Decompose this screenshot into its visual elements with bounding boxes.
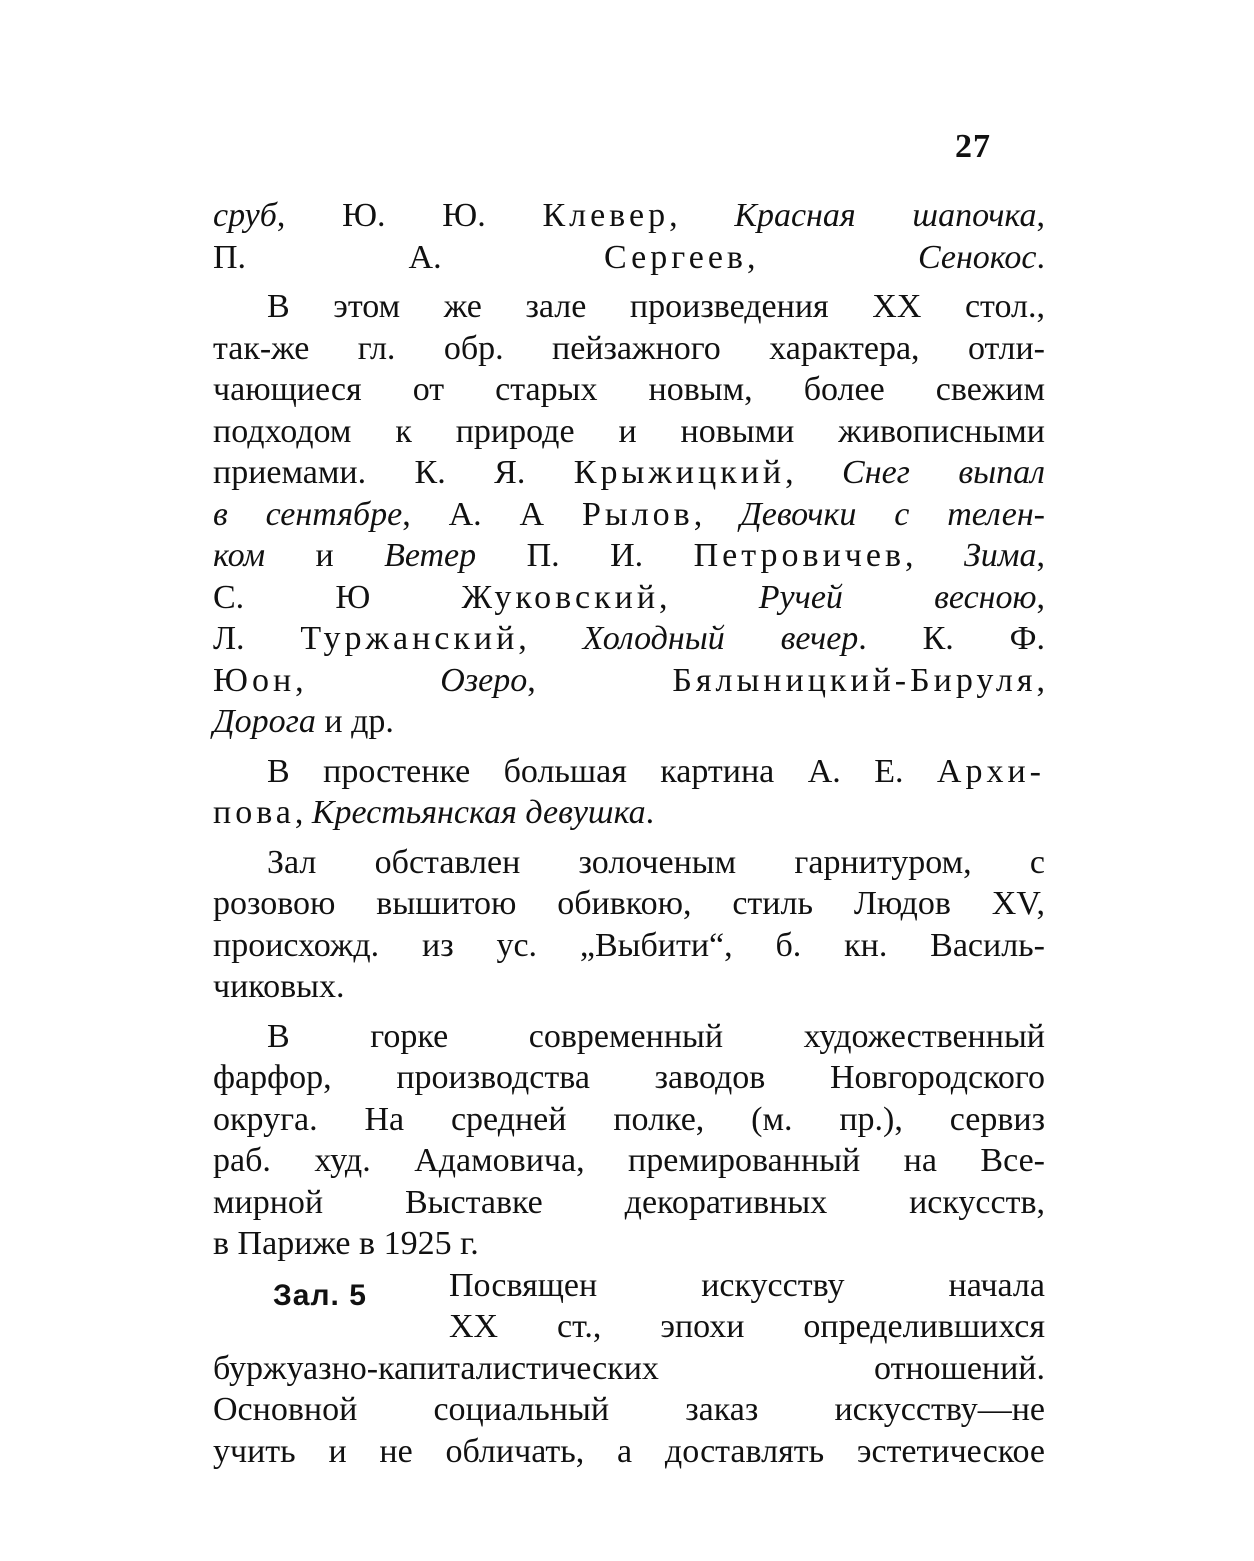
text-line: буржуазно-капиталистических отношений. bbox=[213, 1349, 1045, 1387]
text-run: , Ю. Ю. bbox=[276, 197, 543, 234]
text-run: П. А. bbox=[213, 238, 605, 276]
italic-title: Ручей весною bbox=[758, 578, 1037, 616]
text-line bbox=[213, 660, 1045, 702]
text-line bbox=[213, 1057, 1045, 1099]
italic-title: в сентябре bbox=[213, 495, 403, 533]
text-run: , bbox=[1036, 197, 1045, 234]
text-run: , bbox=[669, 197, 735, 234]
spaced-name: Клевер bbox=[542, 197, 670, 234]
spaced-name: Петровичев bbox=[693, 537, 906, 574]
text-run: Л. bbox=[213, 620, 301, 657]
paragraphs bbox=[213, 195, 1045, 1265]
italic-title: Сенокос bbox=[917, 238, 1037, 276]
text-run: , bbox=[1036, 578, 1045, 616]
text-line bbox=[213, 577, 1045, 619]
spaced-name: Крыжицкий bbox=[573, 454, 786, 491]
italic-title: Ветер bbox=[384, 537, 477, 574]
spaced-name: Жуковский bbox=[461, 578, 660, 616]
text-line bbox=[213, 966, 1045, 1008]
italic-title: Дорога bbox=[213, 703, 316, 740]
text-run: , bbox=[659, 578, 759, 616]
italic-title: Озеро bbox=[440, 661, 528, 699]
italic-title: сруб bbox=[213, 197, 277, 234]
spaced-name: Архи- bbox=[936, 752, 1045, 790]
text-run: , bbox=[746, 238, 918, 276]
text-line bbox=[213, 842, 1045, 884]
text-run: . bbox=[1036, 238, 1046, 276]
page-number: 27 bbox=[955, 128, 991, 165]
text-run: чиковых. bbox=[213, 968, 345, 1005]
text-run: , bbox=[1036, 661, 1045, 699]
italic-title: ком bbox=[213, 537, 266, 574]
text-line bbox=[213, 195, 1045, 237]
text-line: Основной социальный заказ искусству—не bbox=[213, 1391, 1045, 1428]
text-line bbox=[213, 792, 1045, 834]
hall-intro bbox=[449, 1265, 1045, 1348]
text-line bbox=[213, 411, 1045, 453]
text-run: , bbox=[294, 794, 312, 831]
text-line bbox=[213, 1099, 1045, 1141]
text-run: Зал обставлен золоченым гарнитуром, с bbox=[267, 843, 1045, 881]
text-line bbox=[213, 701, 1045, 743]
text-run: приемами. К. Я. bbox=[213, 454, 574, 491]
spaced-name: Сергеев bbox=[604, 238, 747, 276]
text-line bbox=[213, 1016, 1045, 1058]
hall-description bbox=[213, 1348, 1045, 1473]
text-run: В этом же зале произведения XX стол., bbox=[267, 288, 1045, 325]
spaced-name: Юон bbox=[213, 661, 296, 699]
text-line bbox=[213, 1140, 1045, 1182]
text-run: , bbox=[905, 537, 964, 574]
text-line bbox=[213, 369, 1045, 411]
text-run: , bbox=[518, 620, 583, 657]
italic-title: Зима bbox=[963, 537, 1037, 574]
text-run: . К. Ф. bbox=[858, 620, 1046, 657]
spaced-name: Туржанский bbox=[300, 620, 519, 657]
spaced-name: пова bbox=[213, 794, 295, 831]
text-run: подходом к природе и новыми живописными bbox=[213, 412, 1045, 450]
text-line bbox=[213, 925, 1045, 967]
text-line: Посвящен искусству начала bbox=[449, 1266, 1045, 1304]
text-line bbox=[213, 1182, 1045, 1224]
text-line bbox=[213, 618, 1045, 660]
text-line bbox=[213, 535, 1045, 577]
text-run: в Париже в 1925 г. bbox=[213, 1225, 479, 1262]
text-run: происхожд. из ус. „Выбити“, б. кн. Василь- bbox=[213, 926, 1045, 964]
text-run: В горке современный художественный bbox=[267, 1017, 1045, 1055]
text-run: так-же гл. обр. пейзажного характера, отли- bbox=[213, 329, 1045, 367]
text-line: учить и не обличать, а доставлять эстетическое bbox=[213, 1432, 1045, 1470]
text-run: округа. На средней полке, (м. пр.), сервиз bbox=[213, 1100, 1045, 1138]
italic-title: Красная шапочка bbox=[734, 197, 1037, 234]
text-run: розовою вышитою обивкою, стиль Людов XV, bbox=[213, 885, 1045, 922]
text-run: , bbox=[295, 661, 441, 699]
hall-section bbox=[213, 1265, 1045, 1348]
text-run: , bbox=[527, 661, 673, 699]
text-run: . bbox=[645, 794, 655, 831]
italic-title: Снег выпал bbox=[842, 454, 1046, 491]
text-line: XX ст., эпохи определившихся bbox=[449, 1308, 1045, 1345]
text-line bbox=[213, 494, 1045, 536]
text-run: и др. bbox=[315, 703, 394, 740]
text-run: раб. худ. Адамовича, премированный на Все- bbox=[213, 1142, 1045, 1179]
spaced-name: Бялыницкий-Бируля bbox=[672, 661, 1037, 699]
text-run: фарфор, производства заводов Новгородского bbox=[213, 1059, 1045, 1096]
text-line bbox=[213, 328, 1045, 370]
text-run: В простенке большая картина А. Е. bbox=[267, 752, 937, 790]
text-line bbox=[213, 452, 1045, 494]
text-run: и bbox=[265, 537, 385, 574]
hall-label: Зал. 5 bbox=[273, 1278, 367, 1312]
spaced-name: Рылов bbox=[581, 495, 694, 533]
text-run: мирной Выставке декоративных искусств, bbox=[213, 1183, 1045, 1221]
text-line bbox=[213, 286, 1045, 328]
text-run: чающиеся от старых новым, более свежим bbox=[213, 371, 1045, 408]
text-run: , bbox=[785, 454, 843, 491]
text-line bbox=[213, 751, 1045, 793]
text-line bbox=[213, 883, 1045, 925]
text-run: С. Ю bbox=[213, 578, 462, 616]
italic-title: Крестьянская девушка bbox=[311, 794, 646, 831]
text-run: , А. А bbox=[402, 495, 582, 533]
body-text bbox=[213, 195, 1045, 1472]
italic-title: Девочки с телен- bbox=[740, 495, 1046, 533]
text-line bbox=[213, 1223, 1045, 1265]
text-line bbox=[213, 237, 1045, 279]
text-run: , bbox=[693, 495, 741, 533]
italic-title: Холодный вечер bbox=[582, 620, 859, 657]
text-run: П. И. bbox=[476, 537, 694, 574]
text-run: , bbox=[1036, 537, 1046, 574]
